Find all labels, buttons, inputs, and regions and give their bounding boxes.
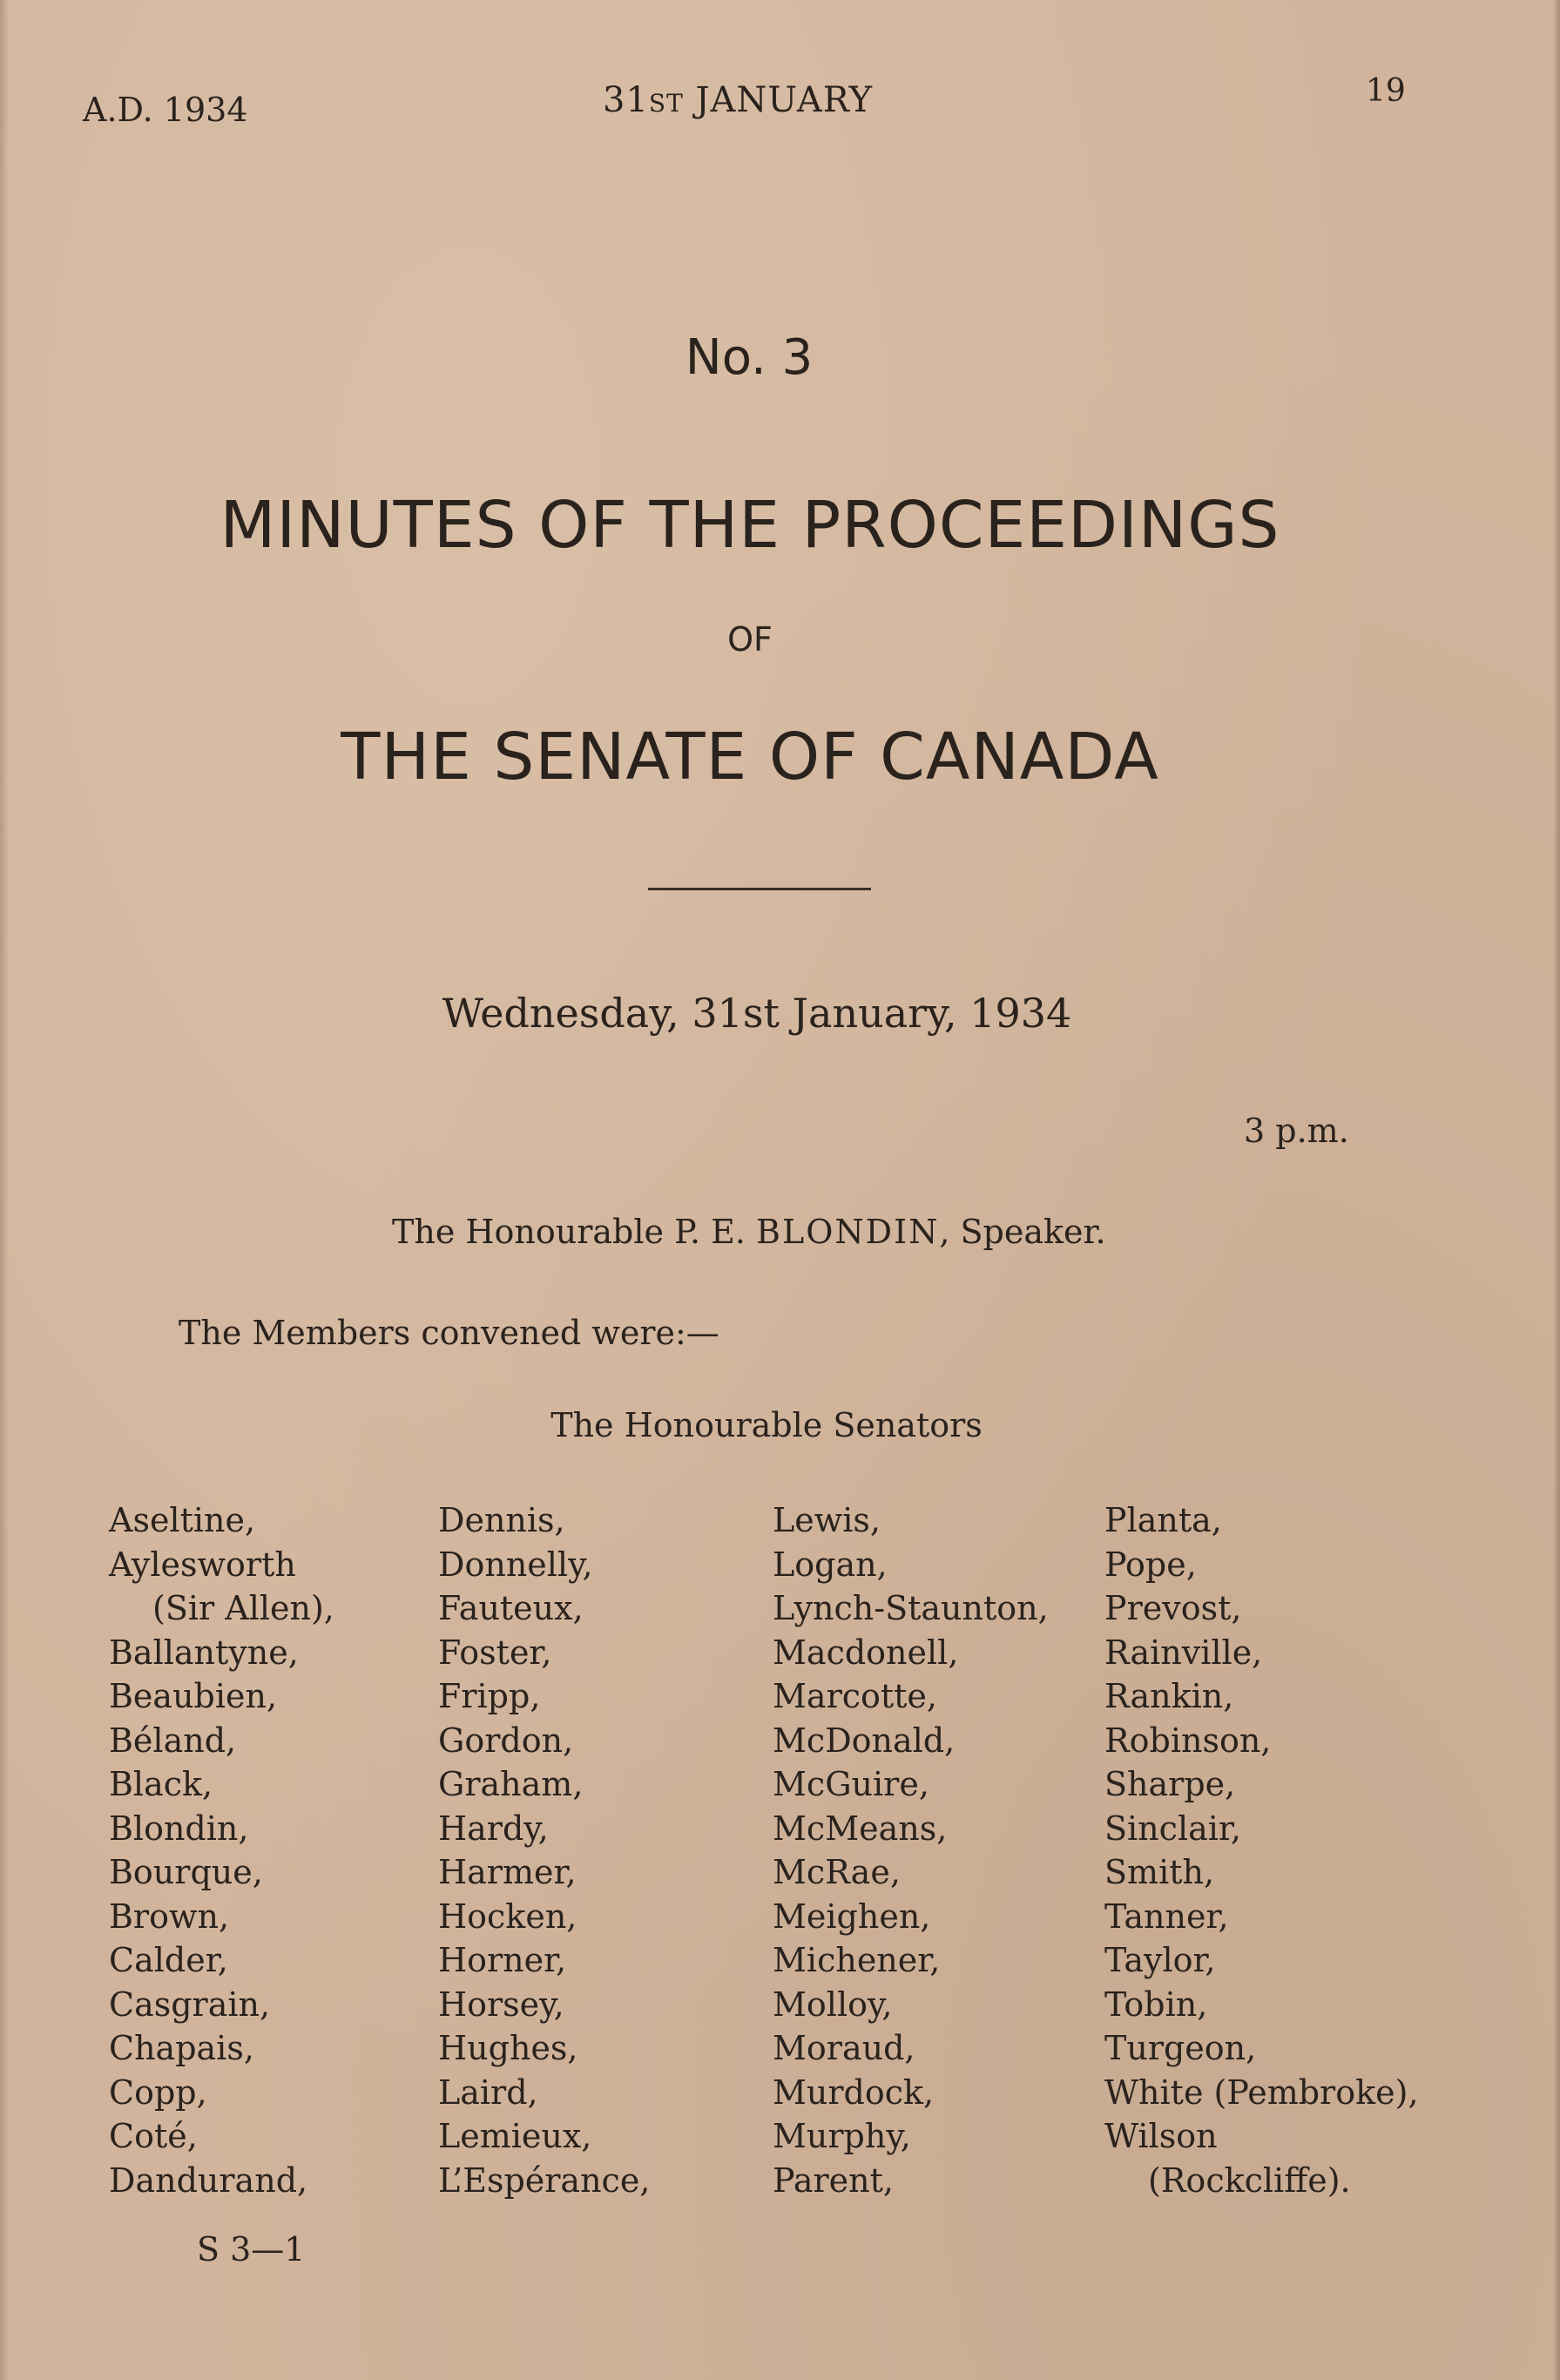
senator-name: (Sir Allen), xyxy=(152,1589,334,1627)
senator-name: Robinson, xyxy=(1104,1721,1272,1760)
senator-name: Lewis, xyxy=(773,1501,881,1539)
senator-name: Chapais, xyxy=(109,2029,254,2067)
senator-name: Hardy, xyxy=(438,1809,549,1848)
senator-name: Casgrain, xyxy=(109,1984,271,2024)
senator-name: Black, xyxy=(109,1765,213,1803)
issue-number: No. 3 xyxy=(685,329,814,386)
senator-name: Calder, xyxy=(109,1941,228,1979)
senator-name: (Rockcliffe). xyxy=(1148,2160,1351,2200)
title-of: OF xyxy=(727,620,773,659)
senator-name: Coté, xyxy=(109,2117,198,2155)
senators-column-4 xyxy=(1104,1498,1419,2202)
senator-name: Sharpe, xyxy=(1104,1765,1236,1803)
header-day: 31 xyxy=(603,80,649,120)
senator-name: Lynch-Staunton, xyxy=(773,1589,1049,1627)
senator-name: Laird, xyxy=(438,2072,538,2112)
senator-name: Moraud, xyxy=(773,2029,915,2067)
signature-mark: S 3—1 xyxy=(197,2230,306,2268)
senator-name: Bourque, xyxy=(109,1853,263,1891)
senator-name: Logan, xyxy=(773,1545,888,1584)
sitting-date: Wednesday, 31st January, 1934 xyxy=(442,990,1072,1037)
senator-name: Michener, xyxy=(773,1941,941,1979)
senator-name: L’Espérance, xyxy=(438,2160,651,2200)
senator-name: Molloy, xyxy=(773,1984,893,2024)
header-day-suffix: ST xyxy=(648,89,684,118)
senator-name: Hocken, xyxy=(438,1897,577,1936)
senator-name: Planta, xyxy=(1104,1501,1222,1539)
speaker-name: BLONDIN xyxy=(756,1213,940,1251)
senator-name: Marcotte, xyxy=(773,1677,937,1715)
senator-name: Prevost, xyxy=(1104,1589,1242,1627)
title-divider xyxy=(648,888,871,890)
senator-name: Taylor, xyxy=(1104,1941,1216,1979)
senator-name: Murdock, xyxy=(773,2072,935,2112)
senator-name: McDonald, xyxy=(773,1721,956,1760)
senator-name: Parent, xyxy=(773,2160,894,2200)
senator-name: Blondin, xyxy=(109,1809,249,1848)
senator-name: Dandurand, xyxy=(109,2160,308,2200)
senator-name: Aylesworth xyxy=(109,1545,296,1584)
senator-name: Brown, xyxy=(109,1897,230,1936)
senators-column-1 xyxy=(109,1498,334,2202)
title-line-1: MINUTES OF THE PROCEEDINGS xyxy=(219,488,1280,563)
senator-name: Ballantyne, xyxy=(109,1633,299,1672)
senator-name: Lemieux, xyxy=(438,2117,592,2155)
senator-name: Hughes, xyxy=(438,2029,578,2067)
senator-name: Horner, xyxy=(438,1941,567,1979)
senator-name: Rainville, xyxy=(1104,1633,1263,1672)
speaker-suffix: , Speaker. xyxy=(939,1213,1106,1251)
senator-name: Murphy, xyxy=(773,2117,911,2155)
senator-name: Tobin, xyxy=(1104,1984,1208,2024)
senator-name: McMeans, xyxy=(773,1809,948,1848)
senator-name: Copp, xyxy=(109,2072,207,2112)
senators-heading: The Honourable Senators xyxy=(550,1406,983,1444)
senator-name: McGuire, xyxy=(773,1765,929,1803)
speaker-prefix: The Honourable P. E. xyxy=(392,1213,746,1251)
senator-name: Fripp, xyxy=(438,1677,541,1715)
senators-column-2 xyxy=(438,1498,650,2202)
senator-name: White (Pembroke), xyxy=(1104,2072,1419,2112)
senator-name: Meighen, xyxy=(773,1897,931,1936)
members-intro: The Members convened were:— xyxy=(179,1314,719,1352)
header-month: JANUARY xyxy=(695,80,874,120)
title-line-2: THE SENATE OF CANADA xyxy=(341,720,1159,794)
senators-column-3 xyxy=(773,1498,1049,2202)
senator-name: Pope, xyxy=(1104,1545,1197,1584)
senator-name: Harmer, xyxy=(438,1853,577,1891)
senator-name: Rankin, xyxy=(1104,1677,1234,1715)
speaker-line xyxy=(392,1213,1106,1251)
senator-name: Turgeon, xyxy=(1104,2029,1257,2067)
page-edge-shadow-right xyxy=(1553,0,1560,2380)
senator-name: Dennis, xyxy=(438,1501,565,1539)
senator-name: Horsey, xyxy=(438,1984,564,2024)
senator-name: Graham, xyxy=(438,1765,584,1803)
senator-name: Gordon, xyxy=(438,1721,574,1760)
senator-name: Foster, xyxy=(438,1633,552,1672)
senator-name: Sinclair, xyxy=(1104,1809,1241,1848)
senator-name: Macdonell, xyxy=(773,1633,959,1672)
senator-name: Fauteux, xyxy=(438,1589,584,1627)
senator-name: Beaubien, xyxy=(109,1677,278,1715)
senator-name: McRae, xyxy=(773,1853,901,1891)
header-year: A.D. 1934 xyxy=(83,91,248,129)
page-number: 19 xyxy=(1366,73,1406,109)
sitting-time: 3 p.m. xyxy=(1244,1112,1349,1150)
senator-name: Béland, xyxy=(109,1721,237,1760)
header-date xyxy=(603,80,873,120)
senator-name: Tanner, xyxy=(1104,1897,1229,1936)
senator-name: Wilson xyxy=(1104,2117,1218,2155)
senator-name: Donnelly, xyxy=(438,1545,593,1584)
senator-name: Smith, xyxy=(1104,1853,1215,1891)
senator-name: Aseltine, xyxy=(109,1501,256,1539)
